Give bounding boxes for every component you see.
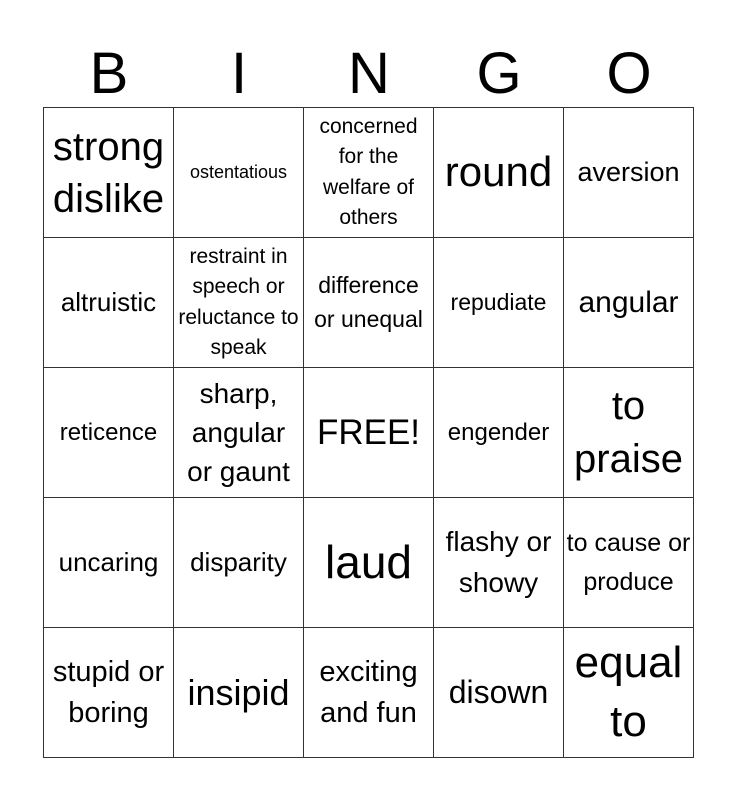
header-letter-g: G — [476, 41, 522, 106]
bingo-cell[interactable]: exciting and fun — [304, 628, 434, 758]
bingo-card-grid — [43, 107, 694, 758]
bingo-cell[interactable]: stupid or boring — [44, 628, 174, 758]
header-letter-i: I — [230, 41, 248, 106]
bingo-cell[interactable]: disown — [434, 628, 564, 758]
bingo-cell[interactable]: uncaring — [44, 498, 174, 628]
header-letter-n: N — [348, 41, 390, 106]
bingo-cell[interactable]: concerned for the welfare of others — [304, 108, 434, 238]
bingo-cell[interactable]: flashy or showy — [434, 498, 564, 628]
bingo-cell[interactable]: equal to — [564, 628, 694, 758]
bingo-cell[interactable]: to cause or produce — [564, 498, 694, 628]
bingo-row — [44, 498, 694, 628]
bingo-row — [44, 368, 694, 498]
bingo-cell[interactable]: round — [434, 108, 564, 238]
bingo-cell[interactable]: aversion — [564, 108, 694, 238]
bingo-cell[interactable]: altruistic — [44, 238, 174, 368]
header-letter-o: O — [606, 41, 652, 106]
header-letter-b: B — [89, 41, 129, 106]
bingo-cell[interactable]: sharp, angular or gaunt — [174, 368, 304, 498]
bingo-cell[interactable]: insipid — [174, 628, 304, 758]
bingo-cell[interactable]: strong dislike — [44, 108, 174, 238]
bingo-cell[interactable]: disparity — [174, 498, 304, 628]
bingo-cell[interactable]: ostentatious — [174, 108, 304, 238]
bingo-row — [44, 108, 694, 238]
bingo-cell[interactable]: restraint in speech or reluctance to speak — [174, 238, 304, 368]
bingo-row — [44, 238, 694, 368]
bingo-cell[interactable]: engender — [434, 368, 564, 498]
bingo-cell[interactable]: angular — [564, 238, 694, 368]
bingo-cell[interactable]: difference or unequal — [304, 238, 434, 368]
bingo-cell[interactable]: to praise — [564, 368, 694, 498]
bingo-cell[interactable]: laud — [304, 498, 434, 628]
bingo-cell[interactable]: FREE! — [304, 368, 434, 498]
bingo-cell[interactable]: repudiate — [434, 238, 564, 368]
bingo-header — [44, 38, 694, 110]
bingo-row — [44, 628, 694, 758]
bingo-cell[interactable]: reticence — [44, 368, 174, 498]
